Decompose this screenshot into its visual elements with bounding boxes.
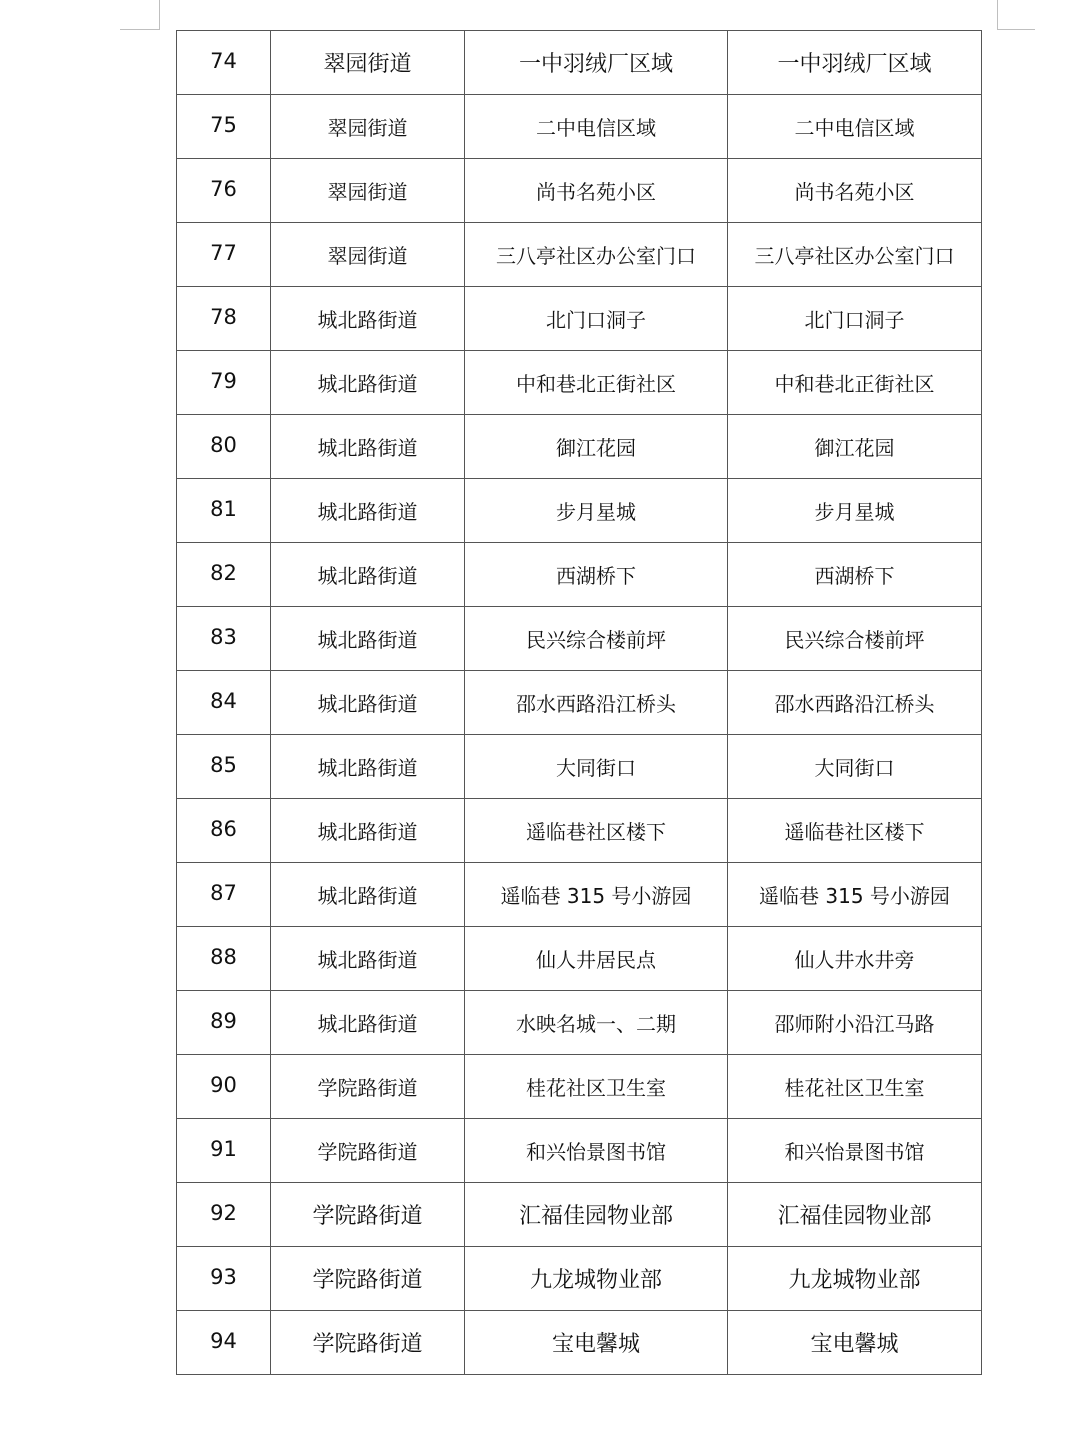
row-number-cell: 91 bbox=[177, 1119, 271, 1183]
street-cell: 城北路街道 bbox=[271, 991, 465, 1055]
street-cell: 翠园街道 bbox=[271, 95, 465, 159]
site-cell: 水映名城一、二期 bbox=[465, 991, 728, 1055]
row-number-cell: 89 bbox=[177, 991, 271, 1055]
location-cell: 西湖桥下 bbox=[728, 543, 982, 607]
row-number-cell: 94 bbox=[177, 1311, 271, 1375]
location-cell: 北门口洞子 bbox=[728, 287, 982, 351]
location-cell: 三八亭社区办公室门口 bbox=[728, 223, 982, 287]
site-table bbox=[176, 30, 982, 1375]
location-cell: 步月星城 bbox=[728, 479, 982, 543]
location-cell: 仙人井水井旁 bbox=[728, 927, 982, 991]
table-row bbox=[177, 415, 982, 479]
street-cell: 城北路街道 bbox=[271, 671, 465, 735]
location-cell: 民兴综合楼前坪 bbox=[728, 607, 982, 671]
street-cell: 学院路街道 bbox=[271, 1119, 465, 1183]
street-cell: 学院路街道 bbox=[271, 1247, 465, 1311]
location-cell: 汇福佳园物业部 bbox=[728, 1183, 982, 1247]
row-number-cell: 81 bbox=[177, 479, 271, 543]
row-number-cell: 87 bbox=[177, 863, 271, 927]
street-cell: 城北路街道 bbox=[271, 863, 465, 927]
site-cell: 遥临巷 315 号小游园 bbox=[465, 863, 728, 927]
row-number-cell: 85 bbox=[177, 735, 271, 799]
street-cell: 翠园街道 bbox=[271, 223, 465, 287]
site-cell: 御江花园 bbox=[465, 415, 728, 479]
table-row bbox=[177, 223, 982, 287]
street-cell: 城北路街道 bbox=[271, 799, 465, 863]
crop-mark-top-right bbox=[997, 0, 1035, 30]
location-cell: 一中羽绒厂区域 bbox=[728, 31, 982, 95]
street-cell: 城北路街道 bbox=[271, 415, 465, 479]
location-cell: 尚书名苑小区 bbox=[728, 159, 982, 223]
site-cell: 汇福佳园物业部 bbox=[465, 1183, 728, 1247]
row-number-cell: 82 bbox=[177, 543, 271, 607]
location-cell: 遥临巷社区楼下 bbox=[728, 799, 982, 863]
table-row bbox=[177, 95, 982, 159]
table-row bbox=[177, 671, 982, 735]
row-number-cell: 78 bbox=[177, 287, 271, 351]
table-row bbox=[177, 799, 982, 863]
street-cell: 城北路街道 bbox=[271, 479, 465, 543]
site-cell: 邵水西路沿江桥头 bbox=[465, 671, 728, 735]
location-cell: 宝电馨城 bbox=[728, 1311, 982, 1375]
site-cell: 大同街口 bbox=[465, 735, 728, 799]
table-row bbox=[177, 31, 982, 95]
site-cell: 西湖桥下 bbox=[465, 543, 728, 607]
site-cell: 北门口洞子 bbox=[465, 287, 728, 351]
location-cell: 邵水西路沿江桥头 bbox=[728, 671, 982, 735]
crop-mark-top-left bbox=[120, 0, 160, 30]
row-number-cell: 92 bbox=[177, 1183, 271, 1247]
site-cell: 尚书名苑小区 bbox=[465, 159, 728, 223]
site-cell: 桂花社区卫生室 bbox=[465, 1055, 728, 1119]
site-cell: 九龙城物业部 bbox=[465, 1247, 728, 1311]
row-number-cell: 79 bbox=[177, 351, 271, 415]
street-cell: 城北路街道 bbox=[271, 735, 465, 799]
row-number-cell: 88 bbox=[177, 927, 271, 991]
row-number-cell: 93 bbox=[177, 1247, 271, 1311]
table-row bbox=[177, 1183, 982, 1247]
site-cell: 民兴综合楼前坪 bbox=[465, 607, 728, 671]
table-row bbox=[177, 543, 982, 607]
location-cell: 遥临巷 315 号小游园 bbox=[728, 863, 982, 927]
row-number-cell: 80 bbox=[177, 415, 271, 479]
location-cell: 九龙城物业部 bbox=[728, 1247, 982, 1311]
street-cell: 学院路街道 bbox=[271, 1055, 465, 1119]
site-table-body bbox=[177, 31, 982, 1375]
table-row bbox=[177, 991, 982, 1055]
row-number-cell: 84 bbox=[177, 671, 271, 735]
location-cell: 桂花社区卫生室 bbox=[728, 1055, 982, 1119]
street-cell: 学院路街道 bbox=[271, 1311, 465, 1375]
table-row bbox=[177, 351, 982, 415]
location-cell: 二中电信区域 bbox=[728, 95, 982, 159]
location-cell: 中和巷北正街社区 bbox=[728, 351, 982, 415]
table-row bbox=[177, 607, 982, 671]
location-cell: 大同街口 bbox=[728, 735, 982, 799]
site-cell: 仙人井居民点 bbox=[465, 927, 728, 991]
table-row bbox=[177, 159, 982, 223]
street-cell: 学院路街道 bbox=[271, 1183, 465, 1247]
table-row bbox=[177, 735, 982, 799]
site-cell: 一中羽绒厂区域 bbox=[465, 31, 728, 95]
table-row bbox=[177, 927, 982, 991]
row-number-cell: 76 bbox=[177, 159, 271, 223]
row-number-cell: 86 bbox=[177, 799, 271, 863]
table-row bbox=[177, 479, 982, 543]
site-cell: 二中电信区域 bbox=[465, 95, 728, 159]
site-cell: 遥临巷社区楼下 bbox=[465, 799, 728, 863]
street-cell: 城北路街道 bbox=[271, 287, 465, 351]
street-cell: 城北路街道 bbox=[271, 351, 465, 415]
location-cell: 和兴怡景图书馆 bbox=[728, 1119, 982, 1183]
street-cell: 城北路街道 bbox=[271, 543, 465, 607]
table-row bbox=[177, 1055, 982, 1119]
row-number-cell: 90 bbox=[177, 1055, 271, 1119]
row-number-cell: 83 bbox=[177, 607, 271, 671]
site-cell: 中和巷北正街社区 bbox=[465, 351, 728, 415]
location-cell: 邵师附小沿江马路 bbox=[728, 991, 982, 1055]
table-row bbox=[177, 1311, 982, 1375]
row-number-cell: 75 bbox=[177, 95, 271, 159]
row-number-cell: 77 bbox=[177, 223, 271, 287]
site-cell: 三八亭社区办公室门口 bbox=[465, 223, 728, 287]
row-number-cell: 74 bbox=[177, 31, 271, 95]
location-cell: 御江花园 bbox=[728, 415, 982, 479]
street-cell: 城北路街道 bbox=[271, 607, 465, 671]
table-row bbox=[177, 863, 982, 927]
table-row bbox=[177, 1247, 982, 1311]
street-cell: 翠园街道 bbox=[271, 159, 465, 223]
table-row bbox=[177, 1119, 982, 1183]
table-row bbox=[177, 287, 982, 351]
site-cell: 步月星城 bbox=[465, 479, 728, 543]
street-cell: 城北路街道 bbox=[271, 927, 465, 991]
street-cell: 翠园街道 bbox=[271, 31, 465, 95]
site-cell: 和兴怡景图书馆 bbox=[465, 1119, 728, 1183]
site-cell: 宝电馨城 bbox=[465, 1311, 728, 1375]
